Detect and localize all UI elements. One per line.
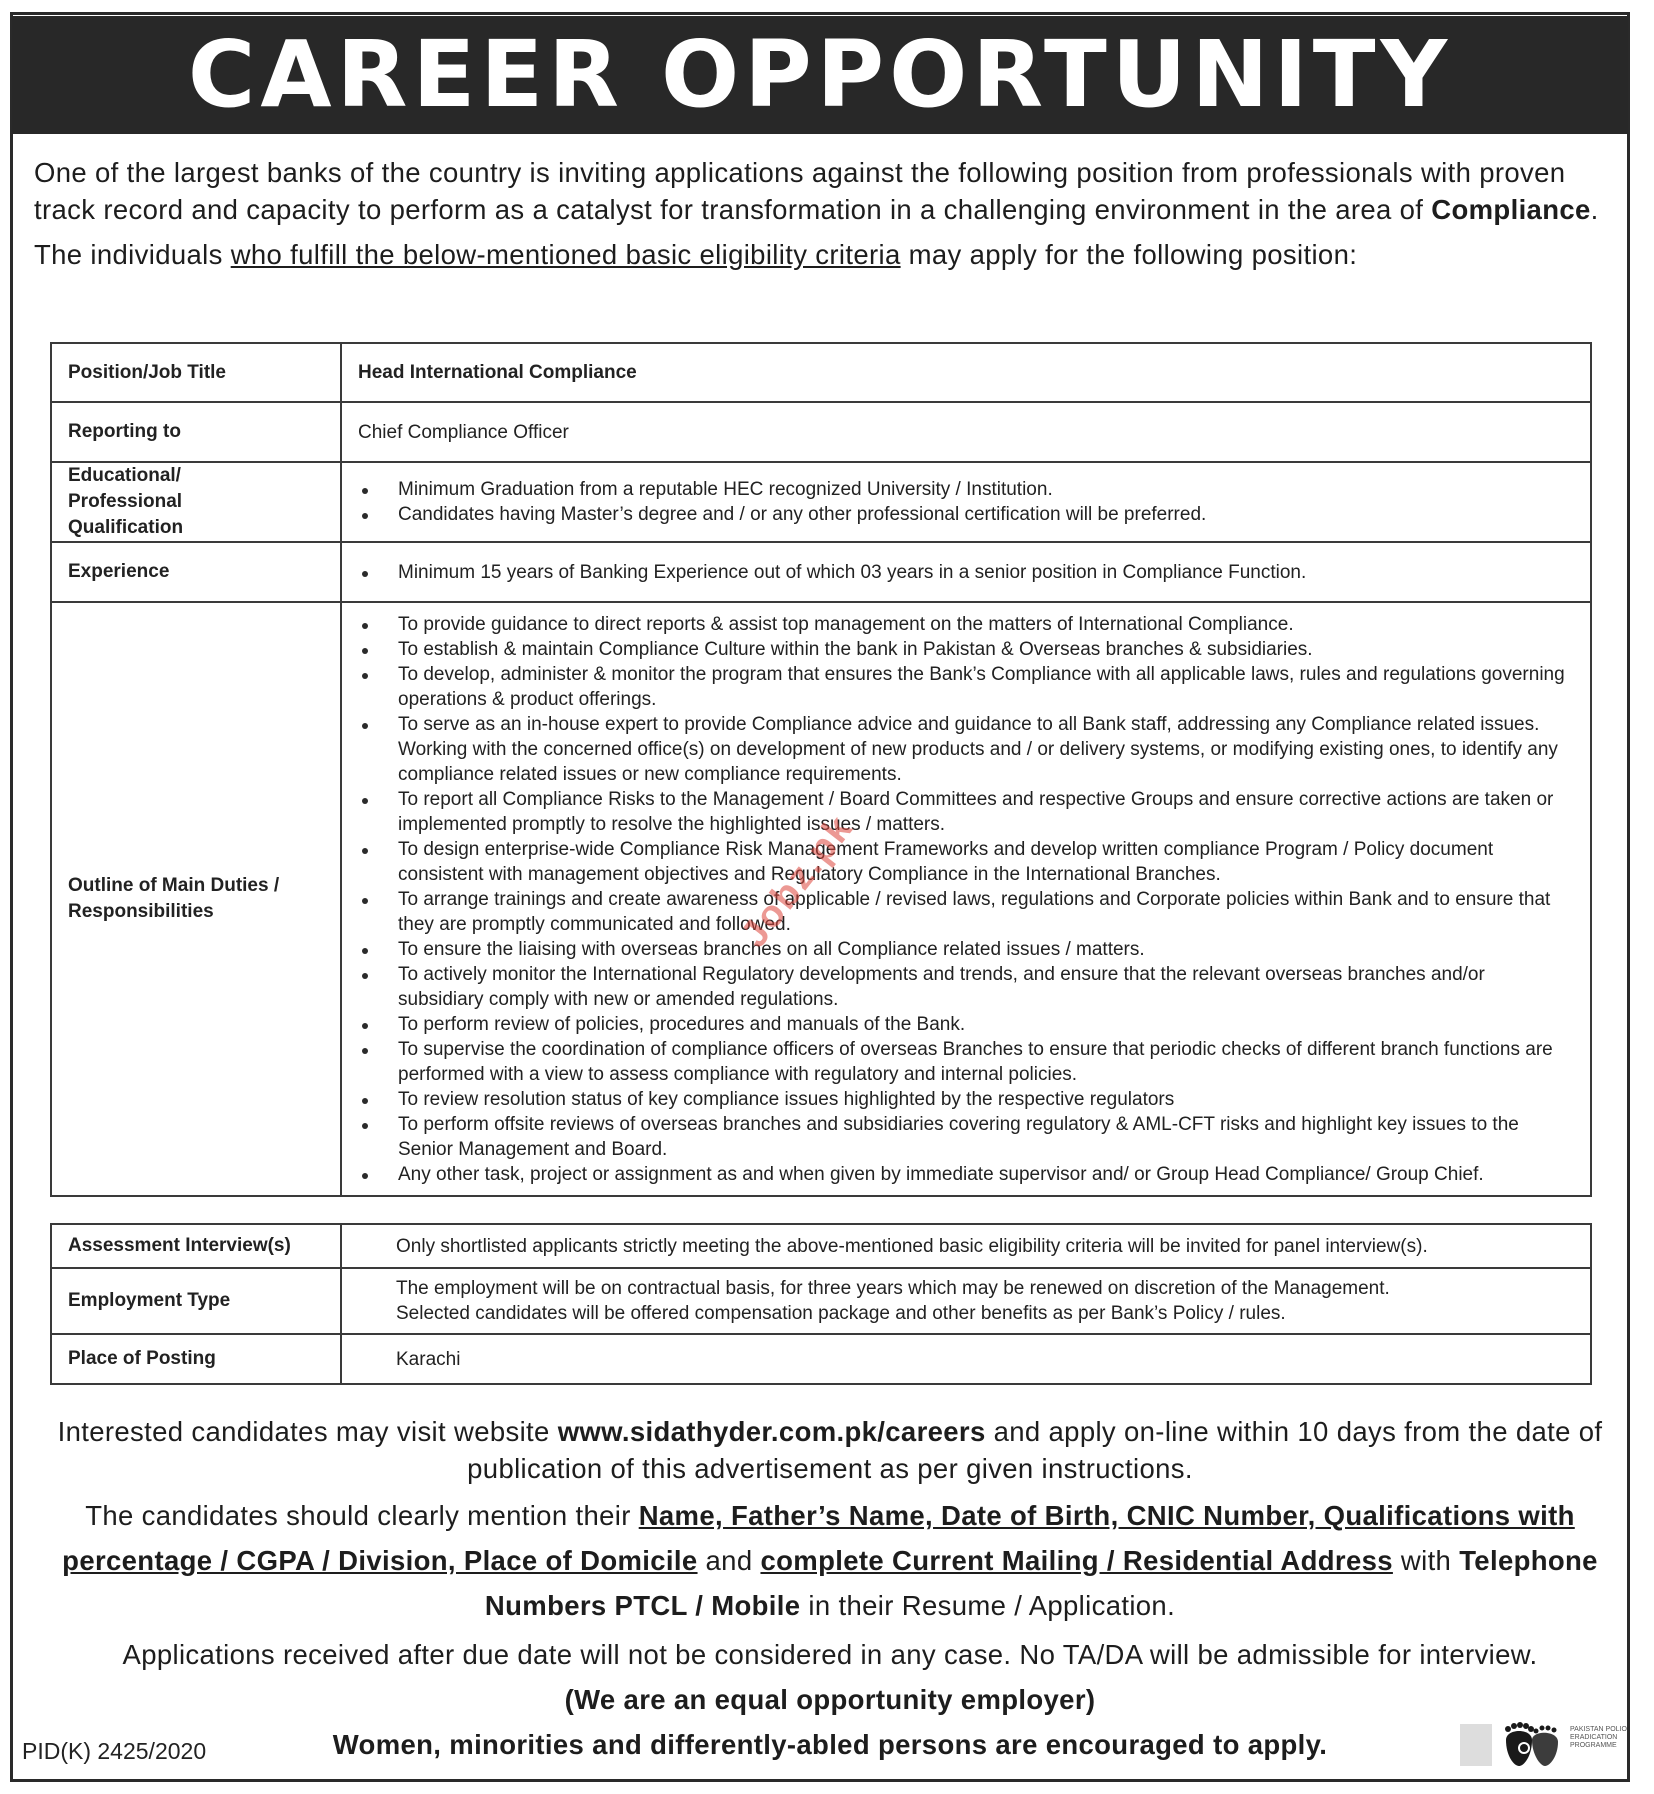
intro-period: . (1590, 194, 1599, 225)
duties-label (51, 602, 341, 1196)
requirements-telephone: Telephone Numbers PTCL / Mobile (484, 1545, 1598, 1621)
list-item: To actively monitor the International Regulatory developments and trends, and ensure that the relevant overseas branches and/or subsidiary comply with new or amended regulations. (342, 962, 1566, 1012)
list-item: To perform offsite reviews of overseas branches and subsidiaries covering regulatory & AML-CFT risks and highlight key issues to the Senior Management and Board. (342, 1112, 1566, 1162)
careers-website-link[interactable]: www.sidathyder.com.pk/careers (557, 1416, 986, 1447)
reporting-label: Reporting to (51, 402, 341, 462)
qualification-value (341, 462, 1591, 542)
table-row (51, 462, 1591, 542)
table-row (51, 343, 1591, 402)
intro-section (34, 154, 1624, 273)
publication-id: PID(K) 2425/2020 (22, 1738, 207, 1764)
list-item: To supervise the coordination of compliance officers of overseas Branches to ensure that periodic checks of different branch functions are performed with a view to assess compliance with regulatory and internal policies. (342, 1037, 1566, 1087)
list-item: To ensure the liaising with overseas branches on all Compliance related issues / matters. (342, 937, 1566, 962)
qualification-label (51, 462, 341, 542)
duties-label-line: Outline of Main Duties / (68, 875, 280, 896)
requirements-and: and (697, 1545, 761, 1576)
experience-label: Experience (51, 542, 341, 602)
closing-section (30, 1413, 1630, 1763)
table-row (51, 1334, 1591, 1384)
qualification-list (342, 477, 1590, 527)
position-details-table (50, 342, 1592, 1197)
reporting-value: Chief Compliance Officer (341, 402, 1591, 462)
duties-list (342, 612, 1566, 1187)
list-item: To design enterprise-wide Compliance Risk Management Frameworks and develop written compliance Program / Policy document consistent with management objectives and Regulatory Compliance in the International Branches. (342, 837, 1566, 887)
experience-list (342, 560, 1590, 585)
requirements-personal-details: Name, Father’s Name, Date of Birth, CNIC Number, Qualifications with percentage / CGPA / Division, Place of Domicile (62, 1500, 1575, 1576)
posting-value: Karachi (341, 1334, 1591, 1384)
list-item: To provide guidance to direct reports & assist top management on the matters of International Compliance. (342, 612, 1566, 637)
position-label: Position/Job Title (51, 343, 341, 402)
list-item: To serve as an in-house expert to provide Compliance advice and guidance to all Bank staff, addressing any Compliance related issues. Working with the concerned office(s) on development of new products and / or delivery systems, or modifying existing ones, to identify any compliance related issues or new compliance requirements. (342, 712, 1566, 787)
table-row (51, 1224, 1591, 1268)
table-row (51, 602, 1591, 1196)
eligibility-underlined: who fulfill the below-mentioned basic eligibility criteria (230, 239, 901, 270)
assessment-label: Assessment Interview(s) (51, 1224, 341, 1268)
duties-label-line: Responsibilities (68, 901, 214, 922)
equal-opportunity-note: (We are an equal opportunity employer) (564, 1684, 1096, 1715)
employment-terms-table (50, 1223, 1592, 1385)
intro-text: One of the largest banks of the country is inviting applications against the following position from professionals with proven track record and capacity to perform as a catalyst for transformation in a challenging environment in the area of (34, 157, 1566, 225)
page-title: CAREER OPPORTUNITY (12, 16, 1628, 134)
list-item: To perform review of policies, procedures and manuals of the Bank. (342, 1012, 1566, 1037)
experience-value (341, 542, 1591, 602)
due-date-notice: Applications received after due date will not be considered in any case. No TA/DA will be admissible for interview. (122, 1639, 1538, 1670)
requirements-with: with (1392, 1545, 1460, 1576)
intro-compliance-bold: Compliance (1431, 194, 1591, 225)
list-item: Minimum Graduation from a reputable HEC recognized University / Institution. (342, 477, 1590, 502)
website-text-start: Interested candidates may visit website (57, 1416, 558, 1447)
eligibility-text-start: The individuals (34, 239, 231, 270)
qualification-label-line: Professional (68, 491, 183, 512)
employment-line: The employment will be on contractual basis, for three years which may be renewed on discretion of the Management. (396, 1278, 1390, 1299)
position-value: Head International Compliance (341, 343, 1591, 402)
list-item: To develop, administer & monitor the program that ensures the Bank’s Compliance with all applicable laws, rules and regulations governing operations & product offerings. (342, 662, 1566, 712)
duties-value (341, 602, 1591, 1196)
qualification-label-line: Educational/ (68, 465, 181, 486)
list-item: Any other task, project or assignment as and when given by immediate supervisor and/ or Group Head Compliance/ Group Chief. (342, 1162, 1566, 1187)
list-item: To arrange trainings and create awareness of applicable / revised laws, regulations and Corporate policies within Bank and to ensure that they are promptly communicated and followed. (342, 887, 1566, 937)
website-text-end: and apply on-line within 10 days from the date of publication of this advertisement as per given instructions. (467, 1416, 1603, 1484)
requirements-text-start: The candidates should clearly mention their (85, 1500, 639, 1531)
list-item: To report all Compliance Risks to the Management / Board Committees and respective Groups and ensure corrective actions are taken or implemented promptly to resolve the highlighted issues / matters. (342, 787, 1566, 837)
employment-value (341, 1268, 1591, 1334)
list-item: To review resolution status of key compliance issues highlighted by the respective regulators (342, 1087, 1566, 1112)
polio-eradication-logo (1458, 1720, 1630, 1774)
list-item: Candidates having Master’s degree and / or any other professional certification will be preferred. (342, 502, 1590, 527)
requirements-paragraph (30, 1493, 1630, 1628)
qualification-label-line: Qualification (68, 517, 184, 538)
eligibility-paragraph (34, 236, 1624, 273)
encouragement-note: Women, minorities and differently-abled persons are encouraged to apply. (332, 1729, 1328, 1760)
watermark: Jobz.pk (732, 807, 862, 956)
posting-label: Place of Posting (51, 1334, 341, 1384)
list-item: To establish & maintain Compliance Culture within the bank in Pakistan & Overseas branches & subsidiaries. (342, 637, 1566, 662)
table-row (51, 542, 1591, 602)
eligibility-text-end: may apply for the following position: (900, 239, 1358, 270)
logo-caption: PAKISTAN POLIO ERADICATION PROGRAMME (1570, 1726, 1627, 1749)
employment-line: Selected candidates will be offered compensation package and other benefits as per Bank’s Policy / rules. (396, 1303, 1286, 1324)
assessment-value: Only shortlisted applicants strictly meeting the above-mentioned basic eligibility criteria will be invited for panel interview(s). (341, 1224, 1591, 1268)
list-item: Minimum 15 years of Banking Experience out of which 03 years in a senior position in Compliance Function. (342, 560, 1590, 585)
requirements-address: complete Current Mailing / Residential Address (760, 1545, 1393, 1576)
employment-label: Employment Type (51, 1268, 341, 1334)
website-paragraph (30, 1413, 1630, 1487)
table-row (51, 402, 1591, 462)
requirements-text-end: in their Resume / Application. (800, 1590, 1176, 1621)
intro-paragraph (34, 154, 1624, 228)
table-row (51, 1268, 1591, 1334)
